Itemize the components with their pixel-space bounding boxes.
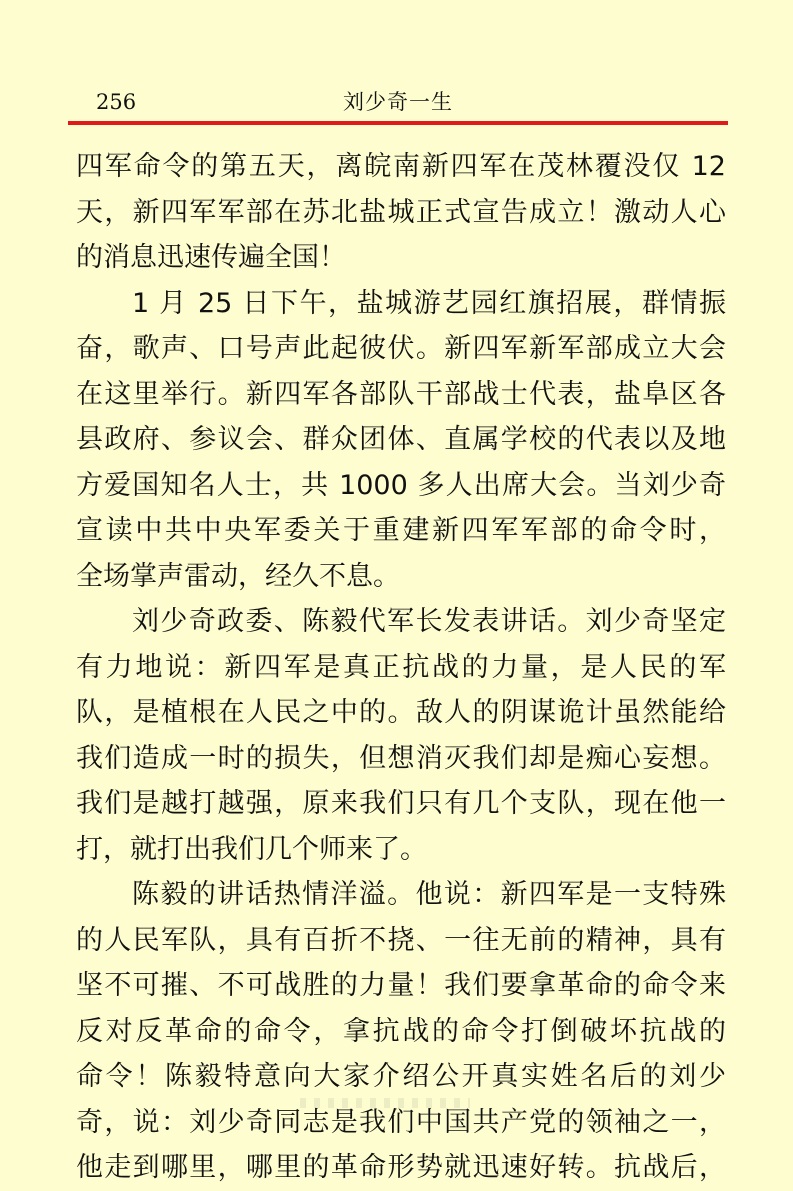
text-line: 命令！陈毅特意向大家介绍公开真实姓名后的刘少: [76, 1061, 726, 1092]
paragraph: [76, 872, 726, 1191]
text-line: 我们造成一时的损失，但想消灭我们却是痴心妄想。: [76, 742, 726, 774]
text-line: 队，是植根在人民之中的。敌人的阴谋诡计虽然能给: [76, 697, 726, 728]
text-line: 在这里举行。新四军各部队干部战士代表，盐阜区各: [76, 378, 726, 410]
text-line: 奇，说：刘少奇同志是我们中国共产党的领袖之一，: [76, 1106, 726, 1138]
text-line: 方爱国知名人士，共 1000 多人出席大会。当刘少奇: [76, 469, 726, 501]
page-header: [68, 84, 728, 120]
text-line: 打，就打出我们几个师来了。: [76, 833, 427, 865]
footer-smudge: [300, 1098, 470, 1108]
running-title: 刘少奇一生: [343, 90, 453, 114]
text-line: 宣读中共中央军委关于重建新四军军部的命令时，: [76, 515, 726, 546]
text-line: 有力地说：新四军是真正抗战的力量，是人民的军: [76, 651, 726, 683]
page-number: 256: [96, 90, 137, 114]
text-line: 陈毅的讲话热情洋溢。他说：新四军是一支特殊: [132, 879, 726, 910]
paragraph: [76, 599, 726, 872]
text-line: 坚不可摧、不可战胜的力量！我们要拿革命的命令来: [76, 970, 726, 1001]
paragraph: [76, 144, 726, 281]
text-line: 刘少奇政委、陈毅代军长发表讲话。刘少奇坚定: [132, 606, 726, 637]
text-line: 天，新四军军部在苏北盐城正式宣告成立！激动人心: [76, 196, 726, 228]
text-line: 我们是越打越强，原来我们只有几个支队，现在他一: [76, 788, 726, 819]
paragraph: [76, 281, 726, 600]
text-line: 奋，歌声、口号声此起彼伏。新四军新军部成立大会: [76, 333, 726, 364]
body-text: [76, 144, 726, 1191]
text-line: 县政府、参议会、群众团体、直属学校的代表以及地: [76, 424, 726, 455]
text-line: 他走到哪里，哪里的革命形势就迅速好转。抗战后，: [76, 1152, 726, 1183]
text-line: 1 月 25 日下午，盐城游艺园红旗招展，群情振: [132, 287, 726, 319]
text-line: 的消息迅速传遍全国！: [76, 242, 346, 273]
text-line: 全场掌声雷动，经久不息。: [76, 560, 400, 592]
text-line: 反对反革命的命令，拿抗战的命令打倒破坏抗战的: [76, 1015, 726, 1047]
header-rule: [68, 121, 728, 125]
text-line: 四军命令的第五天，离皖南新四军在茂林覆没仅 12: [76, 151, 726, 182]
text-line: 的人民军队，具有百折不挠、一往无前的精神，具有: [76, 924, 726, 956]
